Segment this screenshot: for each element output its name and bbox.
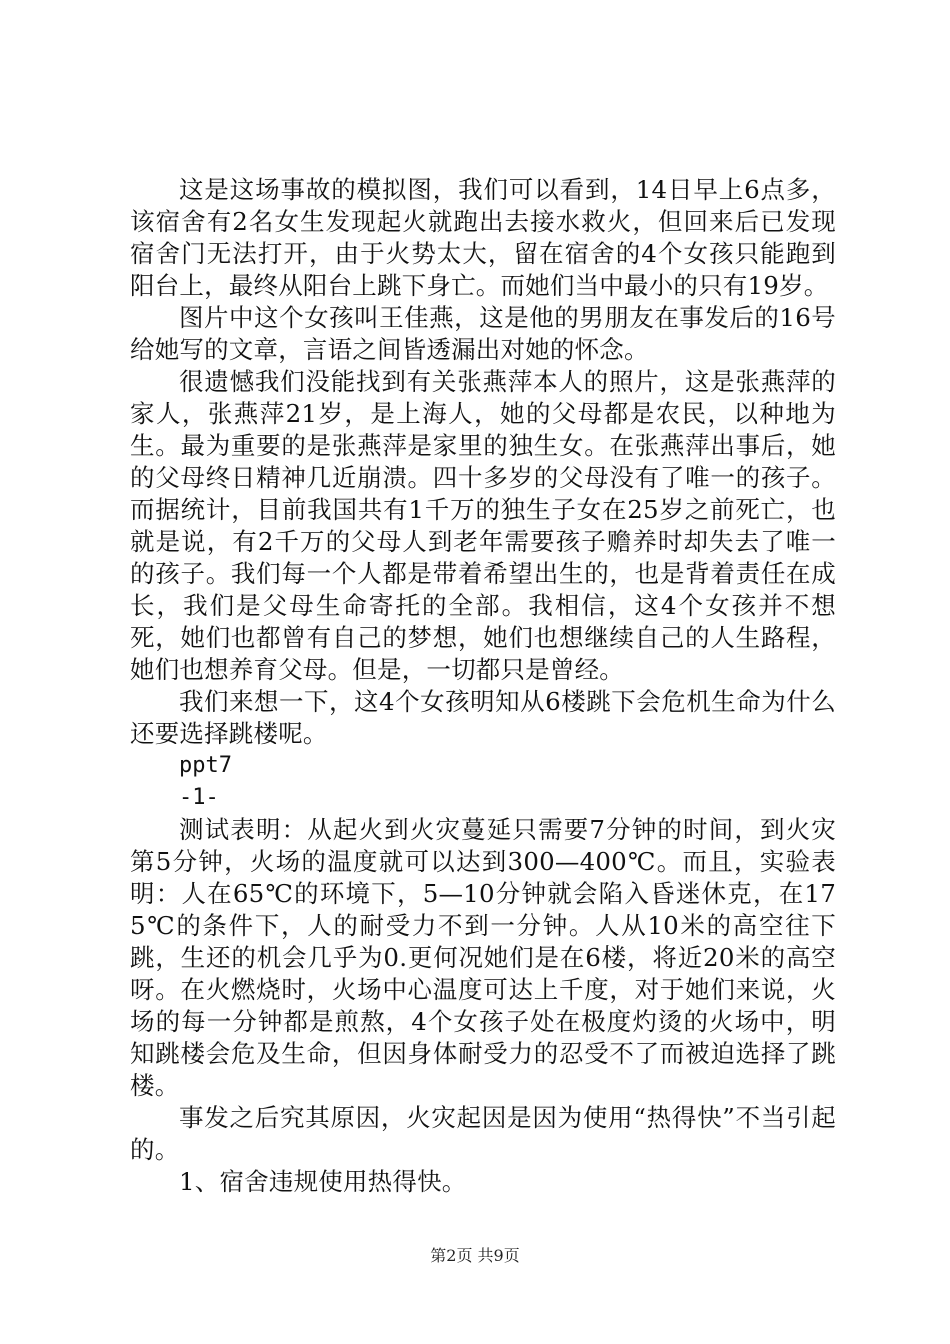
- page-marker: -1-: [179, 785, 219, 810]
- paragraph-cause: 事发之后究其原因，火灾起因是因为使用“热得快”不当引起的。: [130, 1103, 836, 1164]
- slide-marker: ppt7: [179, 753, 232, 778]
- paragraph-question: 我们来想一下，这4个女孩明知从6楼跳下会危机生命为什么还要选择跳楼呢。: [130, 687, 836, 748]
- list-item-cause-1: 1、宿舍违规使用热得快。: [179, 1167, 467, 1196]
- paragraph-test-results: 测试表明：从起火到火灾蔓延只需要7分钟的时间，到火灾第5分钟，火场的温度就可以达到300—400℃。而且，实验表明：人在65℃的环境下，5—10分钟就会陷入昏迷休克，在175℃的条件下，人的耐受力不到一分钟。人从10米的高空往下跳，生还的机会几乎为0.更何况她们是在6楼，将近20米的高空呀。在火燃烧时，火场中心温度可达上千度，对于她们来说，火场的每一分钟都是煎熬，4个女孩子处在极度灼烫的火场中，明知跳楼会危及生命，但因身体耐受力的忍受不了而被迫选择了跳楼。: [130, 815, 836, 1100]
- paragraph-accident-simulation: 这是这场事故的模拟图，我们可以看到，14日早上6点多，该宿舍有2名女生发现起火就跑出去接水救火，但回来后已发现宿舍门无法打开，由于火势太大，留在宿舍的4个女孩只能跑到阳台上，最终从阳台上跳下身亡。而她们当中最小的只有19岁。: [130, 175, 836, 300]
- paragraph-wang-jiayan: 图片中这个女孩叫王佳燕，这是他的男朋友在事发后的16号给她写的文章，言语之间皆透漏出对她的怀念。: [130, 303, 836, 364]
- page-footer: 第2页 共9页: [430, 1246, 520, 1265]
- paragraph-zhang-yanping: 很遗憾我们没能找到有关张燕萍本人的照片，这是张燕萍的家人，张燕萍21岁，是上海人，她的父母都是农民，以种地为生。最为重要的是张燕萍是家里的独生女。在张燕萍出事后，她的父母终日精神几近崩溃。四十多岁的父母没有了唯一的孩子。而据统计，目前我国共有1千万的独生子女在25岁之前死亡，也就是说，有2千万的父母人到老年需要孩子赡养时却失去了唯一的孩子。我们每一个人都是带着希望出生的，也是背着责任在成长，我们是父母生命寄托的全部。我相信，这4个女孩并不想死，她们也都曾有自己的梦想，她们也想继续自己的人生路程，她们也想养育父母。但是，一切都只是曾经。: [130, 367, 836, 684]
- document-body: [130, 174, 836, 1198]
